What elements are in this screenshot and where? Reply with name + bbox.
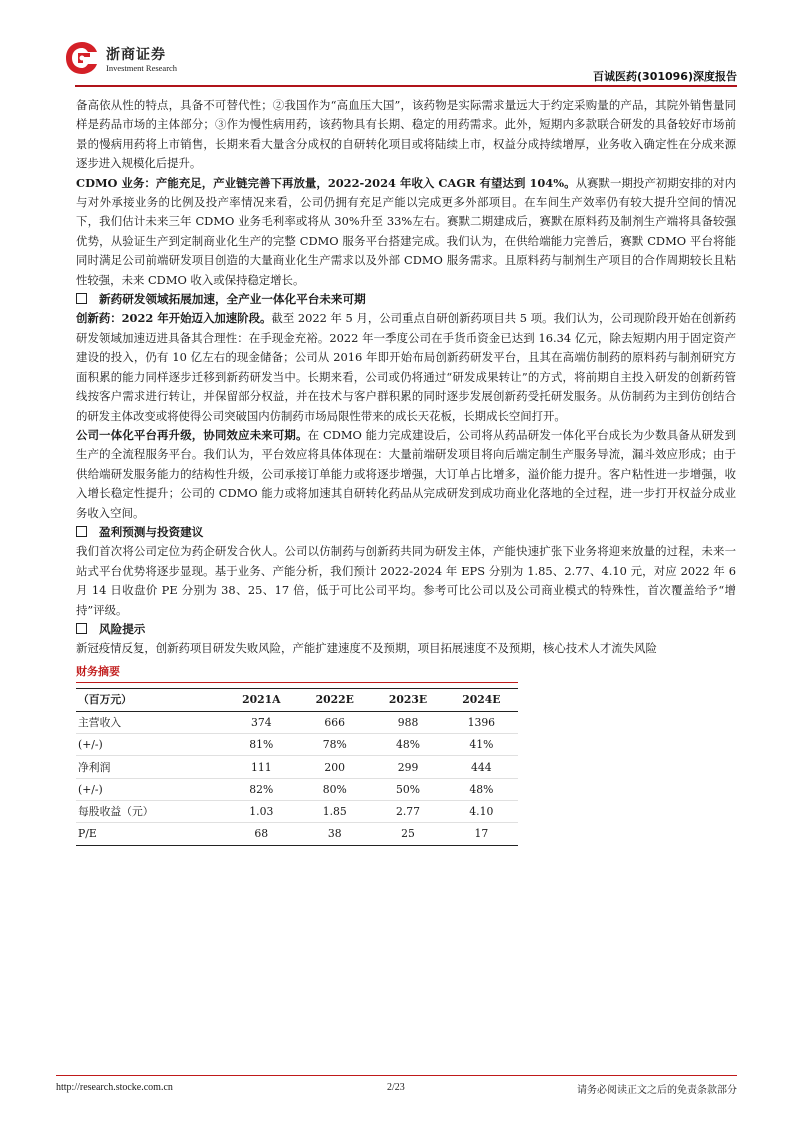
- table-row: [76, 800, 518, 822]
- paragraph-forecast: 我们首次将公司定位为药企研发合伙人。公司以仿制药与创新药共同为研发主体，产能快速扩张下业务将迎来放量的过程，未来一站式平台优势将逐步显现。基于业务、产能分析，我们预计 2022-2024 年 EPS 分别为 1.85、2.77、4.10 元，对应 2022 年 6 月 14 日收盘价 PE 分别为 38、25、17 倍，低于可比公司平均。参考可比公司以及公司商业模式的特殊性，首次覆盖给予“增持”评级。: [76, 544, 736, 617]
- table-cell: 988: [371, 711, 444, 733]
- header-divider: [75, 85, 737, 87]
- paragraph-cdmo-text: 从赛默一期投产初期安排的对内与对外承接业务的比例及投产率情况来看，公司仍拥有充足产能以完成更多外部项目。在车间生产效率仍有较大提升空间的情况下，我们估计未来三年 CDMO 业务毛利率或将从 30%升至 33%左右。赛默二期建成后，赛默在原料药及制剂生产端将具备较强优势，从验证生产到定制商业化生产的完整 CDMO 服务平台搭建完成。我们认为，在供给端能力完善后，赛默 CDMO 平台将能同时满足公司前端研发项目创造的大量商业化生产需求以及外部 CDMO 服务需求。且原料药与制剂生产项目的合作周期较长且粘性较强，未来 CDMO 收入或保持稳定增长。: [76, 175, 736, 287]
- logo-text-en: Investment Research: [106, 63, 178, 73]
- paragraph-innovative-drug-text: 截至 2022 年 5 月，公司重点自研创新药项目共 5 项。我们认为，公司现阶段开始在创新药研发领域加速迈进具备其合理性：在手现金充裕。2022 年一季度公司在手货币资金已达到 16.34 亿元，除去短期内用于固定资产建设的投入，仍有 10 亿左右的现金储备；公司从 2016 年即开始布局创新药研发平台，且其在高端仿制药的原料药与制剂研究方面积累的能力同样逐步迁移到新药研发当中。长期来看，公司或仍将通过“研发成果转让”的方式，将前期自主投入研发的创新药管线按客户需求进行转让，并保留部分权益，并在技术与客户群积累的同时逐步发展创新药受托研发服务。从仿制药为主到仿创结合的研发主体改变或将使得公司突破国内仿制药市场局限性带来的成长天花板，长期成长空间打开。: [76, 311, 736, 423]
- table-header-row: [76, 688, 518, 711]
- table-cell: 1.03: [225, 800, 299, 822]
- section-heading-forecast: 盈利预测与投资建议: [76, 523, 736, 542]
- paragraph-cdmo: [76, 174, 736, 290]
- table-row: [76, 778, 518, 800]
- table-cell: 81%: [225, 734, 299, 756]
- financial-summary-divider: [76, 682, 518, 683]
- main-content: [76, 96, 736, 846]
- table-cell: 48%: [445, 778, 518, 800]
- footer-website-link[interactable]: http://research.stocke.com.cn: [56, 1082, 173, 1093]
- table-cell: 111: [225, 756, 299, 778]
- section-heading-risk: 风险提示: [76, 620, 736, 639]
- paragraph-platform: [76, 426, 736, 523]
- table-row: [76, 711, 518, 733]
- paragraph-innovative-drug-lead: 创新药：2022 年开始迈入加速阶段。: [76, 311, 272, 326]
- table-row: [76, 734, 518, 756]
- paragraph-risk: 新冠疫情反复，创新药项目研发失败风险，产能扩建速度不及预期，项目拓展速度不及预期，核心技术人才流失风险: [76, 641, 657, 656]
- paragraph-sales-advantage: 备高依从性的特点，具备不可替代性；②我国作为“高血压大国”，该药物是实际需求量远大于约定采购量的产品，其院外销售量同样是药品市场的主体部分；③作为慢性病用药，该药物具有长期、稳定的用药需求。此外，短期内多款联合研发的具备较好市场前景的慢病用药将上市销售，长期来看大量含分成权的自研转化项目或将陆续上市，权益分成持续增厚，业务收入确定性在分成来源逐步进入规模化后提升。: [76, 98, 736, 171]
- table-cell: 2.77: [371, 800, 444, 822]
- table-cell: 299: [371, 756, 444, 778]
- table-cell: 25: [371, 823, 444, 845]
- table-header-cell: 2024E: [462, 693, 501, 707]
- table-cell: 净利润: [76, 756, 225, 778]
- table-row: [76, 756, 518, 778]
- table-header-cell: 2023E: [388, 693, 428, 707]
- table-cell: 主营收入: [76, 711, 225, 733]
- logo-text-cn: 浙商证券: [106, 47, 166, 63]
- table-cell: 48%: [371, 734, 444, 756]
- table-cell: 50%: [371, 778, 444, 800]
- table-cell: 78%: [298, 734, 371, 756]
- table-cell: (+/-): [76, 778, 225, 800]
- table-cell: 4.10: [445, 800, 518, 822]
- page-number: 2/23: [387, 1082, 405, 1093]
- table-cell: 82%: [225, 778, 299, 800]
- section-heading-new-drug: 新药研发领域拓展加速，全产业一体化平台未来可期: [76, 290, 736, 309]
- paragraph-platform-lead: 公司一体化平台再升级，协同效应未来可期。: [76, 427, 308, 442]
- table-cell: 41%: [445, 734, 518, 756]
- table-cell: 68: [225, 823, 299, 845]
- table-cell: (+/-): [76, 734, 225, 756]
- table-cell: 666: [298, 711, 371, 733]
- table-cell: 38: [298, 823, 371, 845]
- table-cell: P/E: [76, 823, 225, 845]
- financial-summary-title: 财务摘要: [76, 664, 120, 678]
- checkbox-bullet-icon: [76, 623, 87, 634]
- report-title: 百诚医药(301096)深度报告: [593, 70, 737, 83]
- table-header-cell: 2021A: [242, 693, 281, 707]
- checkbox-bullet-icon: [76, 293, 87, 304]
- table-header-cell: 2022E: [315, 693, 354, 707]
- zheshang-logo-icon: [64, 40, 100, 76]
- table-cell: 每股收益（元）: [76, 800, 225, 822]
- table-cell: 17: [445, 823, 518, 845]
- paragraph-cdmo-lead: CDMO 业务：产能充足，产业链完善下再放量，2022-2024 年收入 CAGR 有望达到 104%。: [76, 175, 576, 190]
- footer-disclaimer-note: 请务必阅读正文之后的免责条款部分: [577, 1085, 737, 1096]
- table-cell: 374: [225, 711, 299, 733]
- table-cell: 1396: [445, 711, 518, 733]
- table-cell: 444: [445, 756, 518, 778]
- table-header-cell: （百万元）: [78, 693, 132, 707]
- table-cell: 1.85: [298, 800, 371, 822]
- table-row: [76, 823, 518, 845]
- financial-summary-table: [76, 688, 518, 846]
- checkbox-bullet-icon: [76, 526, 87, 537]
- table-cell: 200: [298, 756, 371, 778]
- paragraph-platform-text: 在 CDMO 能力完成建设后，公司将从药品研发一体化平台成长为少数具备从研发到生产的全流程服务平台。我们认为，平台效应将具体体现在：大量前端研发项目将向后端定制生产服务导流，漏斗效应形成；由于供给端研发服务能力的结构性升级，公司承接订单能力或将逐步增强，大订单占比增多，溢价能力提升。客户粘性进一步增强，收入增长稳定性提升；公司的 CDMO 能力或将加速其自研转化药品从完成研发到成功商业化落地的全过程，进一步打开权益分成业务收入空间。: [76, 427, 736, 520]
- table-cell: 80%: [298, 778, 371, 800]
- footer-divider: [56, 1075, 737, 1076]
- paragraph-innovative-drug: [76, 309, 736, 425]
